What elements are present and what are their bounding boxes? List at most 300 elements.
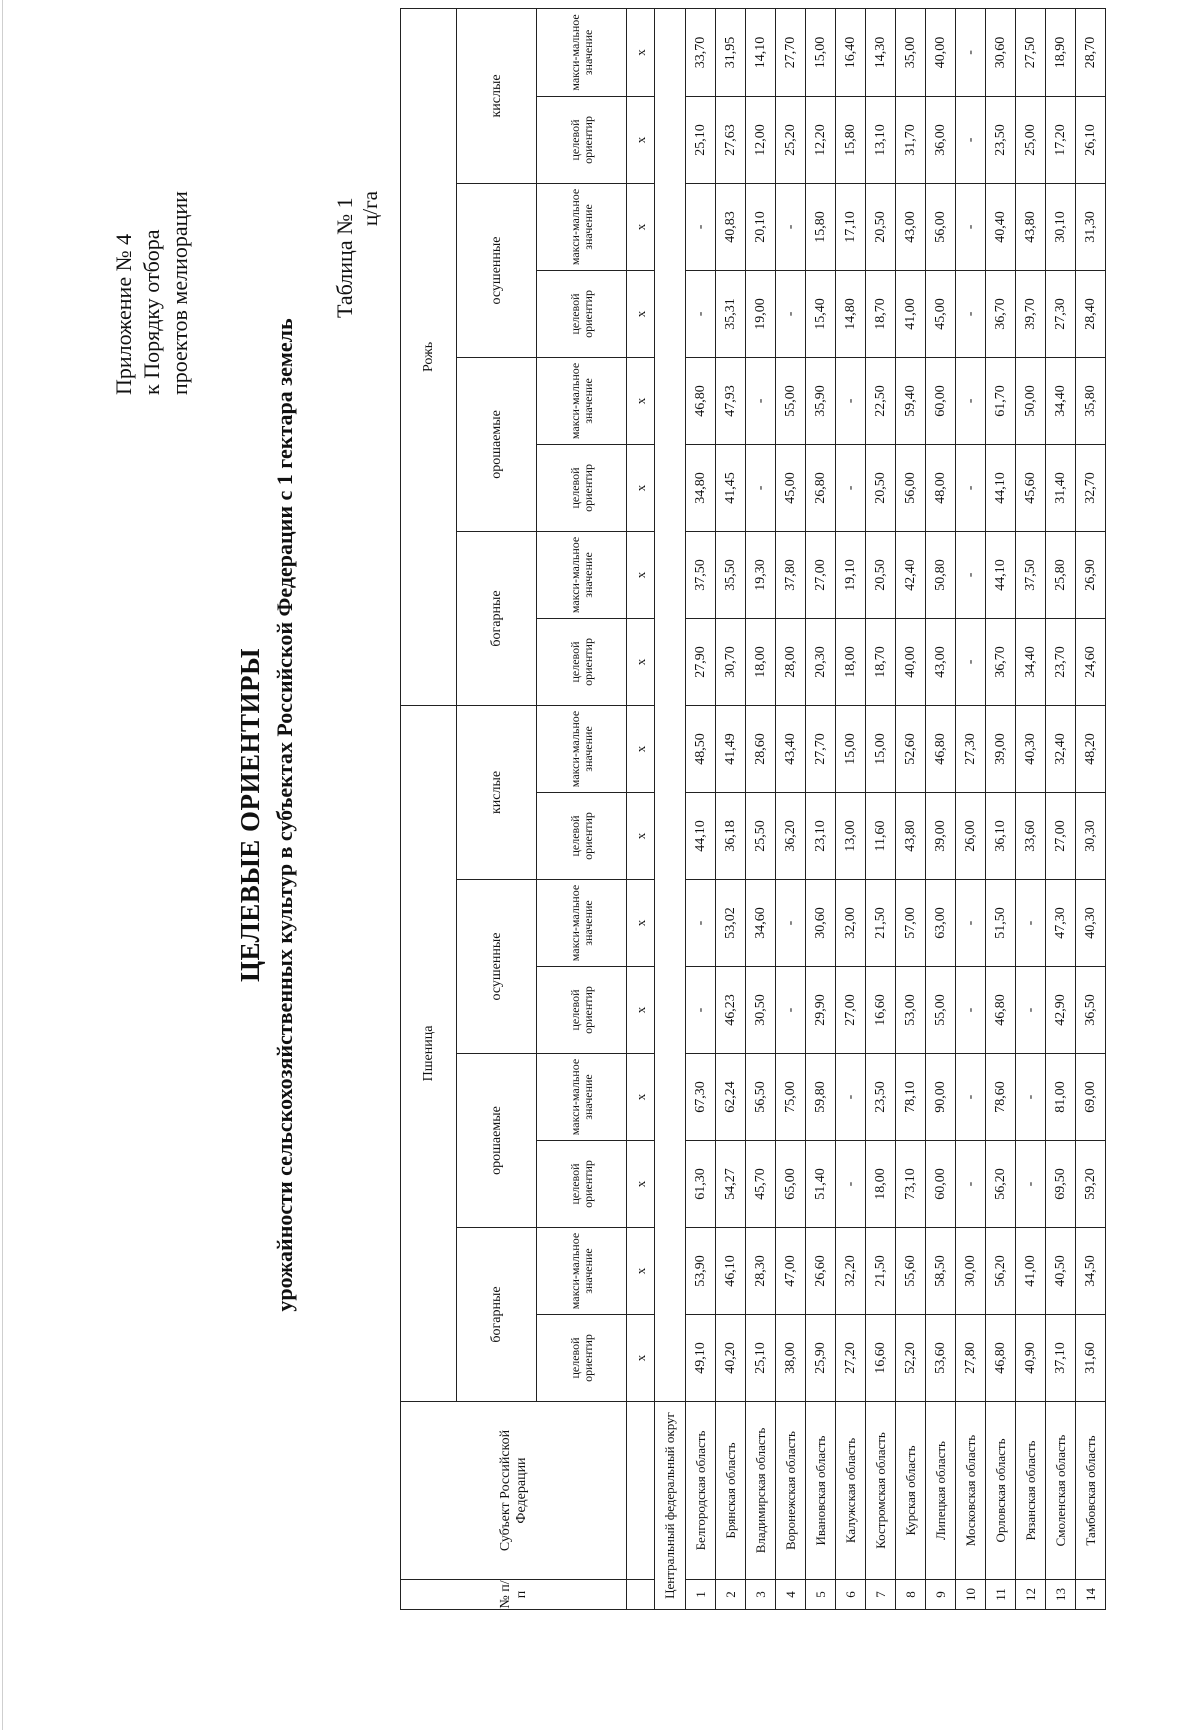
subject-name: Орловская область: [986, 1402, 1016, 1580]
x-marker-cell: х: [627, 967, 655, 1054]
value-cell: -: [956, 96, 986, 183]
yield-targets-table: [400, 8, 1106, 1610]
value-cell: 13,10: [866, 96, 896, 183]
value-cell: 27,70: [776, 8, 806, 96]
value-cell: 18,90: [1046, 8, 1076, 96]
table-row: [716, 8, 746, 1609]
value-cell: 27,70: [806, 705, 836, 792]
value-cell: 33,70: [686, 8, 716, 96]
value-cell: 35,50: [716, 531, 746, 618]
value-cell: 60,00: [926, 357, 956, 444]
subject-name: Московская область: [956, 1402, 986, 1580]
value-cell: 36,50: [1076, 967, 1106, 1054]
value-cell: -: [956, 1054, 986, 1141]
header-target: целевой ориентир: [537, 270, 627, 357]
district-row-fill: [655, 8, 686, 1401]
value-cell: 35,00: [896, 8, 926, 96]
row-number: 7: [866, 1580, 896, 1610]
row-number: 2: [716, 1580, 746, 1610]
value-cell: 36,00: [926, 96, 956, 183]
header-max-value: макси-мальное значение: [537, 357, 627, 444]
value-cell: -: [956, 531, 986, 618]
district-name: Центральный федеральный округ: [655, 1402, 686, 1610]
x-marker-cell: х: [627, 8, 655, 96]
value-cell: 15,40: [806, 270, 836, 357]
value-cell: 25,10: [746, 1315, 776, 1402]
value-cell: 27,30: [956, 705, 986, 792]
table-row: [776, 8, 806, 1609]
value-cell: 35,90: [806, 357, 836, 444]
table-row: [896, 8, 926, 1609]
value-cell: 90,00: [926, 1054, 956, 1141]
value-cell: 45,00: [926, 270, 956, 357]
value-cell: 23,50: [986, 96, 1016, 183]
header-target: целевой ориентир: [537, 618, 627, 705]
value-cell: -: [776, 880, 806, 967]
value-cell: 37,80: [776, 531, 806, 618]
value-cell: 36,70: [986, 270, 1016, 357]
value-cell: 47,30: [1046, 880, 1076, 967]
value-cell: 73,10: [896, 1141, 926, 1228]
value-cell: 41,49: [716, 705, 746, 792]
value-cell: 56,00: [896, 444, 926, 531]
value-cell: 45,00: [776, 444, 806, 531]
value-cell: 30,60: [806, 880, 836, 967]
table-row: [956, 8, 986, 1609]
x-marker-cell: х: [627, 618, 655, 705]
units-label: ц/га: [358, 190, 382, 226]
value-cell: 40,90: [1016, 1315, 1046, 1402]
value-cell: 18,70: [866, 270, 896, 357]
value-cell: 27,90: [686, 618, 716, 705]
subject-name: Белгородская область: [686, 1402, 716, 1580]
value-cell: 18,00: [866, 1141, 896, 1228]
value-cell: 48,50: [686, 705, 716, 792]
value-cell: 43,80: [896, 793, 926, 880]
header-crop-wheat: Пшеница: [401, 705, 457, 1401]
value-cell: 32,70: [1076, 444, 1106, 531]
value-cell: 30,00: [956, 1228, 986, 1315]
value-cell: 30,10: [1046, 183, 1076, 270]
subject-name: Брянская область: [716, 1402, 746, 1580]
x-marker-row: [627, 8, 655, 1609]
value-cell: 27,00: [806, 531, 836, 618]
value-cell: 43,40: [776, 705, 806, 792]
row-number: 1: [686, 1580, 716, 1610]
header-target: целевой ориентир: [537, 1141, 627, 1228]
value-cell: 18,00: [746, 618, 776, 705]
value-cell: 30,30: [1076, 793, 1106, 880]
value-cell: 31,95: [716, 8, 746, 96]
value-cell: 53,90: [686, 1228, 716, 1315]
row-number: 11: [986, 1580, 1016, 1610]
value-cell: 25,00: [1016, 96, 1046, 183]
value-cell: 34,50: [1076, 1228, 1106, 1315]
value-cell: 26,00: [956, 793, 986, 880]
header-target: целевой ориентир: [537, 793, 627, 880]
value-cell: 21,50: [866, 1228, 896, 1315]
value-cell: 53,60: [926, 1315, 956, 1402]
header-land-type: кислые: [457, 8, 537, 183]
header-target: целевой ориентир: [537, 967, 627, 1054]
header-land-type: осушенные: [457, 183, 537, 357]
value-cell: 18,00: [836, 618, 866, 705]
header-max-value: макси-мальное значение: [537, 705, 627, 792]
header-crop-rye: Рожь: [401, 8, 457, 705]
value-cell: 19,30: [746, 531, 776, 618]
value-cell: 28,60: [746, 705, 776, 792]
value-cell: -: [956, 1141, 986, 1228]
value-cell: -: [1016, 1141, 1046, 1228]
x-marker-cell: х: [627, 270, 655, 357]
table-row: [1016, 8, 1046, 1609]
value-cell: -: [956, 8, 986, 96]
value-cell: 61,70: [986, 357, 1016, 444]
value-cell: 12,00: [746, 96, 776, 183]
value-cell: 39,00: [986, 705, 1016, 792]
value-cell: 41,45: [716, 444, 746, 531]
header-target: целевой ориентир: [537, 444, 627, 531]
value-cell: -: [956, 357, 986, 444]
value-cell: 27,20: [836, 1315, 866, 1402]
value-cell: 36,20: [776, 793, 806, 880]
x-marker-cell: х: [627, 1315, 655, 1402]
value-cell: 21,50: [866, 880, 896, 967]
subject-name: Калужская область: [836, 1402, 866, 1580]
value-cell: 53,00: [896, 967, 926, 1054]
appendix-line: проектов мелиорации: [167, 191, 192, 395]
value-cell: 49,10: [686, 1315, 716, 1402]
value-cell: 32,20: [836, 1228, 866, 1315]
value-cell: 46,80: [686, 357, 716, 444]
value-cell: 23,10: [806, 793, 836, 880]
header-land-type: орошаемые: [457, 357, 537, 531]
table-body: [627, 8, 1106, 1609]
value-cell: 55,00: [776, 357, 806, 444]
header-max-value: макси-мальное значение: [537, 880, 627, 967]
value-cell: -: [686, 270, 716, 357]
x-marker-cell: х: [627, 183, 655, 270]
value-cell: -: [956, 270, 986, 357]
value-cell: 45,60: [1016, 444, 1046, 531]
value-cell: 62,24: [716, 1054, 746, 1141]
value-cell: 52,60: [896, 705, 926, 792]
value-cell: 26,60: [806, 1228, 836, 1315]
x-marker-cell: х: [627, 531, 655, 618]
value-cell: 40,00: [926, 8, 956, 96]
value-cell: -: [956, 880, 986, 967]
value-cell: 25,20: [776, 96, 806, 183]
table-row: [986, 8, 1016, 1609]
value-cell: 30,70: [716, 618, 746, 705]
value-cell: 36,18: [716, 793, 746, 880]
header-max-value: макси-мальное значение: [537, 1228, 627, 1315]
value-cell: -: [776, 270, 806, 357]
table-row: [836, 8, 866, 1609]
value-cell: 28,40: [1076, 270, 1106, 357]
value-cell: 15,00: [866, 705, 896, 792]
value-cell: 59,40: [896, 357, 926, 444]
value-cell: 34,40: [1016, 618, 1046, 705]
value-cell: 51,40: [806, 1141, 836, 1228]
value-cell: 11,60: [866, 793, 896, 880]
value-cell: 15,80: [806, 183, 836, 270]
subject-name: Ивановская область: [806, 1402, 836, 1580]
table-row: [746, 8, 776, 1609]
subject-name: Тамбовская область: [1076, 1402, 1106, 1580]
value-cell: 17,20: [1046, 96, 1076, 183]
x-marker-cell: х: [627, 705, 655, 792]
header-max-value: макси-мальное значение: [537, 1054, 627, 1141]
value-cell: 16,60: [866, 1315, 896, 1402]
value-cell: 31,30: [1076, 183, 1106, 270]
value-cell: 50,00: [1016, 357, 1046, 444]
table-row: [866, 8, 896, 1609]
header-max-value: макси-мальное значение: [537, 531, 627, 618]
value-cell: 12,20: [806, 96, 836, 183]
value-cell: 16,40: [836, 8, 866, 96]
value-cell: 18,70: [866, 618, 896, 705]
value-cell: 17,10: [836, 183, 866, 270]
value-cell: 34,40: [1046, 357, 1076, 444]
value-cell: 29,90: [806, 967, 836, 1054]
value-cell: 56,20: [986, 1141, 1016, 1228]
value-cell: 42,90: [1046, 967, 1076, 1054]
value-cell: 20,30: [806, 618, 836, 705]
x-marker-cell: х: [627, 96, 655, 183]
value-cell: 25,50: [746, 793, 776, 880]
value-cell: 23,70: [1046, 618, 1076, 705]
table-row: [686, 8, 716, 1609]
value-cell: 35,31: [716, 270, 746, 357]
value-cell: 33,60: [1016, 793, 1046, 880]
document-subtitle: урожайности сельскохозяйственных культур в субъектах Российской Федерации с 1 гектара земель: [272, 318, 297, 1312]
value-cell: 38,00: [776, 1315, 806, 1402]
value-cell: 42,40: [896, 531, 926, 618]
value-cell: 75,00: [776, 1054, 806, 1141]
value-cell: -: [776, 967, 806, 1054]
value-cell: -: [686, 967, 716, 1054]
value-cell: -: [776, 183, 806, 270]
value-cell: 13,00: [836, 793, 866, 880]
value-cell: -: [836, 357, 866, 444]
header-land-type: богарные: [457, 531, 537, 705]
header-subject: Субъект Российской Федерации: [401, 1402, 627, 1580]
subject-name: Владимирская область: [746, 1402, 776, 1580]
subject-name: Липецкая область: [926, 1402, 956, 1580]
table-row: [806, 8, 836, 1609]
header-land-type: осушенные: [457, 880, 537, 1054]
row-number: 4: [776, 1580, 806, 1610]
value-cell: 37,50: [1016, 531, 1046, 618]
value-cell: 56,20: [986, 1228, 1016, 1315]
x-marker-cell: [627, 1402, 655, 1580]
x-marker-cell: х: [627, 444, 655, 531]
value-cell: 16,60: [866, 967, 896, 1054]
x-marker-cell: [627, 1580, 655, 1610]
value-cell: 40,20: [716, 1315, 746, 1402]
value-cell: 28,30: [746, 1228, 776, 1315]
value-cell: 27,30: [1046, 270, 1076, 357]
value-cell: 46,80: [986, 1315, 1016, 1402]
value-cell: -: [836, 1054, 866, 1141]
x-marker-cell: х: [627, 1141, 655, 1228]
value-cell: 44,10: [986, 444, 1016, 531]
value-cell: 40,83: [716, 183, 746, 270]
value-cell: 36,70: [986, 618, 1016, 705]
value-cell: 44,10: [986, 531, 1016, 618]
value-cell: 31,70: [896, 96, 926, 183]
value-cell: 65,00: [776, 1141, 806, 1228]
value-cell: 69,50: [1046, 1141, 1076, 1228]
header-max-value: макси-мальное значение: [537, 183, 627, 270]
value-cell: 47,00: [776, 1228, 806, 1315]
header-land-type: кислые: [457, 705, 537, 879]
value-cell: 40,50: [1046, 1228, 1076, 1315]
value-cell: 55,00: [926, 967, 956, 1054]
value-cell: 23,50: [866, 1054, 896, 1141]
value-cell: 28,00: [776, 618, 806, 705]
value-cell: 15,00: [806, 8, 836, 96]
value-cell: 37,10: [1046, 1315, 1076, 1402]
subject-name: Костромская область: [866, 1402, 896, 1580]
value-cell: 19,00: [746, 270, 776, 357]
value-cell: 19,10: [836, 531, 866, 618]
value-cell: 20,50: [866, 531, 896, 618]
value-cell: 31,40: [1046, 444, 1076, 531]
value-cell: 51,50: [986, 880, 1016, 967]
value-cell: 15,00: [836, 705, 866, 792]
x-marker-cell: х: [627, 880, 655, 967]
value-cell: 26,80: [806, 444, 836, 531]
appendix-note: [110, 75, 194, 395]
row-number: 12: [1016, 1580, 1046, 1610]
value-cell: 41,00: [1016, 1228, 1046, 1315]
value-cell: 32,40: [1046, 705, 1076, 792]
value-cell: 27,63: [716, 96, 746, 183]
value-cell: 53,02: [716, 880, 746, 967]
value-cell: 25,10: [686, 96, 716, 183]
value-cell: 47,93: [716, 357, 746, 444]
value-cell: 24,60: [1076, 618, 1106, 705]
value-cell: 39,70: [1016, 270, 1046, 357]
value-cell: 40,30: [1076, 880, 1106, 967]
value-cell: 45,70: [746, 1141, 776, 1228]
value-cell: 20,50: [866, 183, 896, 270]
value-cell: 59,80: [806, 1054, 836, 1141]
header-land-type: орошаемые: [457, 1054, 537, 1228]
value-cell: 40,30: [1016, 705, 1046, 792]
value-cell: 14,10: [746, 8, 776, 96]
x-marker-cell: х: [627, 793, 655, 880]
value-cell: 56,50: [746, 1054, 776, 1141]
value-cell: 35,80: [1076, 357, 1106, 444]
value-cell: 54,27: [716, 1141, 746, 1228]
value-cell: 46,23: [716, 967, 746, 1054]
district-row: [655, 8, 686, 1609]
value-cell: 48,20: [1076, 705, 1106, 792]
value-cell: 36,10: [986, 793, 1016, 880]
value-cell: 15,80: [836, 96, 866, 183]
row-number: 8: [896, 1580, 926, 1610]
value-cell: 44,10: [686, 793, 716, 880]
value-cell: 56,00: [926, 183, 956, 270]
value-cell: 58,50: [926, 1228, 956, 1315]
value-cell: 37,50: [686, 531, 716, 618]
value-cell: -: [1016, 1054, 1046, 1141]
header-target: целевой ориентир: [537, 1315, 627, 1402]
value-cell: 43,80: [1016, 183, 1046, 270]
table-number: Таблица № 1: [332, 197, 357, 318]
value-cell: 69,00: [1076, 1054, 1106, 1141]
value-cell: -: [1016, 880, 1046, 967]
value-cell: 30,50: [746, 967, 776, 1054]
row-number: 3: [746, 1580, 776, 1610]
subject-name: Смоленская область: [1046, 1402, 1076, 1580]
header-number: № п/п: [401, 1580, 627, 1610]
row-number: 10: [956, 1580, 986, 1610]
subject-name: Рязанская область: [1016, 1402, 1046, 1580]
header-max-value: макси-мальное значение: [537, 8, 627, 96]
value-cell: 14,30: [866, 8, 896, 96]
document-title: ЦЕЛЕВЫЕ ОРИЕНТИРЫ: [235, 647, 265, 983]
subject-name: Курская область: [896, 1402, 926, 1580]
value-cell: 59,20: [1076, 1141, 1106, 1228]
value-cell: 61,30: [686, 1141, 716, 1228]
value-cell: -: [746, 444, 776, 531]
value-cell: 48,00: [926, 444, 956, 531]
row-number: 9: [926, 1580, 956, 1610]
value-cell: 81,00: [1046, 1054, 1076, 1141]
row-number: 14: [1076, 1580, 1106, 1610]
value-cell: 67,30: [686, 1054, 716, 1141]
value-cell: 43,00: [926, 618, 956, 705]
value-cell: 32,00: [836, 880, 866, 967]
value-cell: 52,20: [896, 1315, 926, 1402]
table-row: [926, 8, 956, 1609]
value-cell: 20,10: [746, 183, 776, 270]
value-cell: 25,80: [1046, 531, 1076, 618]
x-marker-cell: х: [627, 1054, 655, 1141]
value-cell: 63,00: [926, 880, 956, 967]
value-cell: 46,10: [716, 1228, 746, 1315]
row-number: 13: [1046, 1580, 1076, 1610]
value-cell: 27,80: [956, 1315, 986, 1402]
value-cell: 34,80: [686, 444, 716, 531]
x-marker-cell: х: [627, 357, 655, 444]
row-number: 6: [836, 1580, 866, 1610]
value-cell: 27,50: [1016, 8, 1046, 96]
value-cell: 55,60: [896, 1228, 926, 1315]
value-cell: 31,60: [1076, 1315, 1106, 1402]
value-cell: -: [1016, 967, 1046, 1054]
value-cell: -: [686, 183, 716, 270]
value-cell: 57,00: [896, 880, 926, 967]
value-cell: -: [956, 618, 986, 705]
value-cell: 30,60: [986, 8, 1016, 96]
appendix-line: Приложение № 4: [111, 233, 136, 395]
value-cell: 26,10: [1076, 96, 1106, 183]
value-cell: 14,80: [836, 270, 866, 357]
value-cell: -: [746, 357, 776, 444]
value-cell: 78,10: [896, 1054, 926, 1141]
value-cell: 25,90: [806, 1315, 836, 1402]
subject-name: Воронежская область: [776, 1402, 806, 1580]
header-land-type: богарные: [457, 1228, 537, 1402]
value-cell: 20,50: [866, 444, 896, 531]
value-cell: -: [836, 444, 866, 531]
header-value-type-row: [537, 8, 627, 1609]
